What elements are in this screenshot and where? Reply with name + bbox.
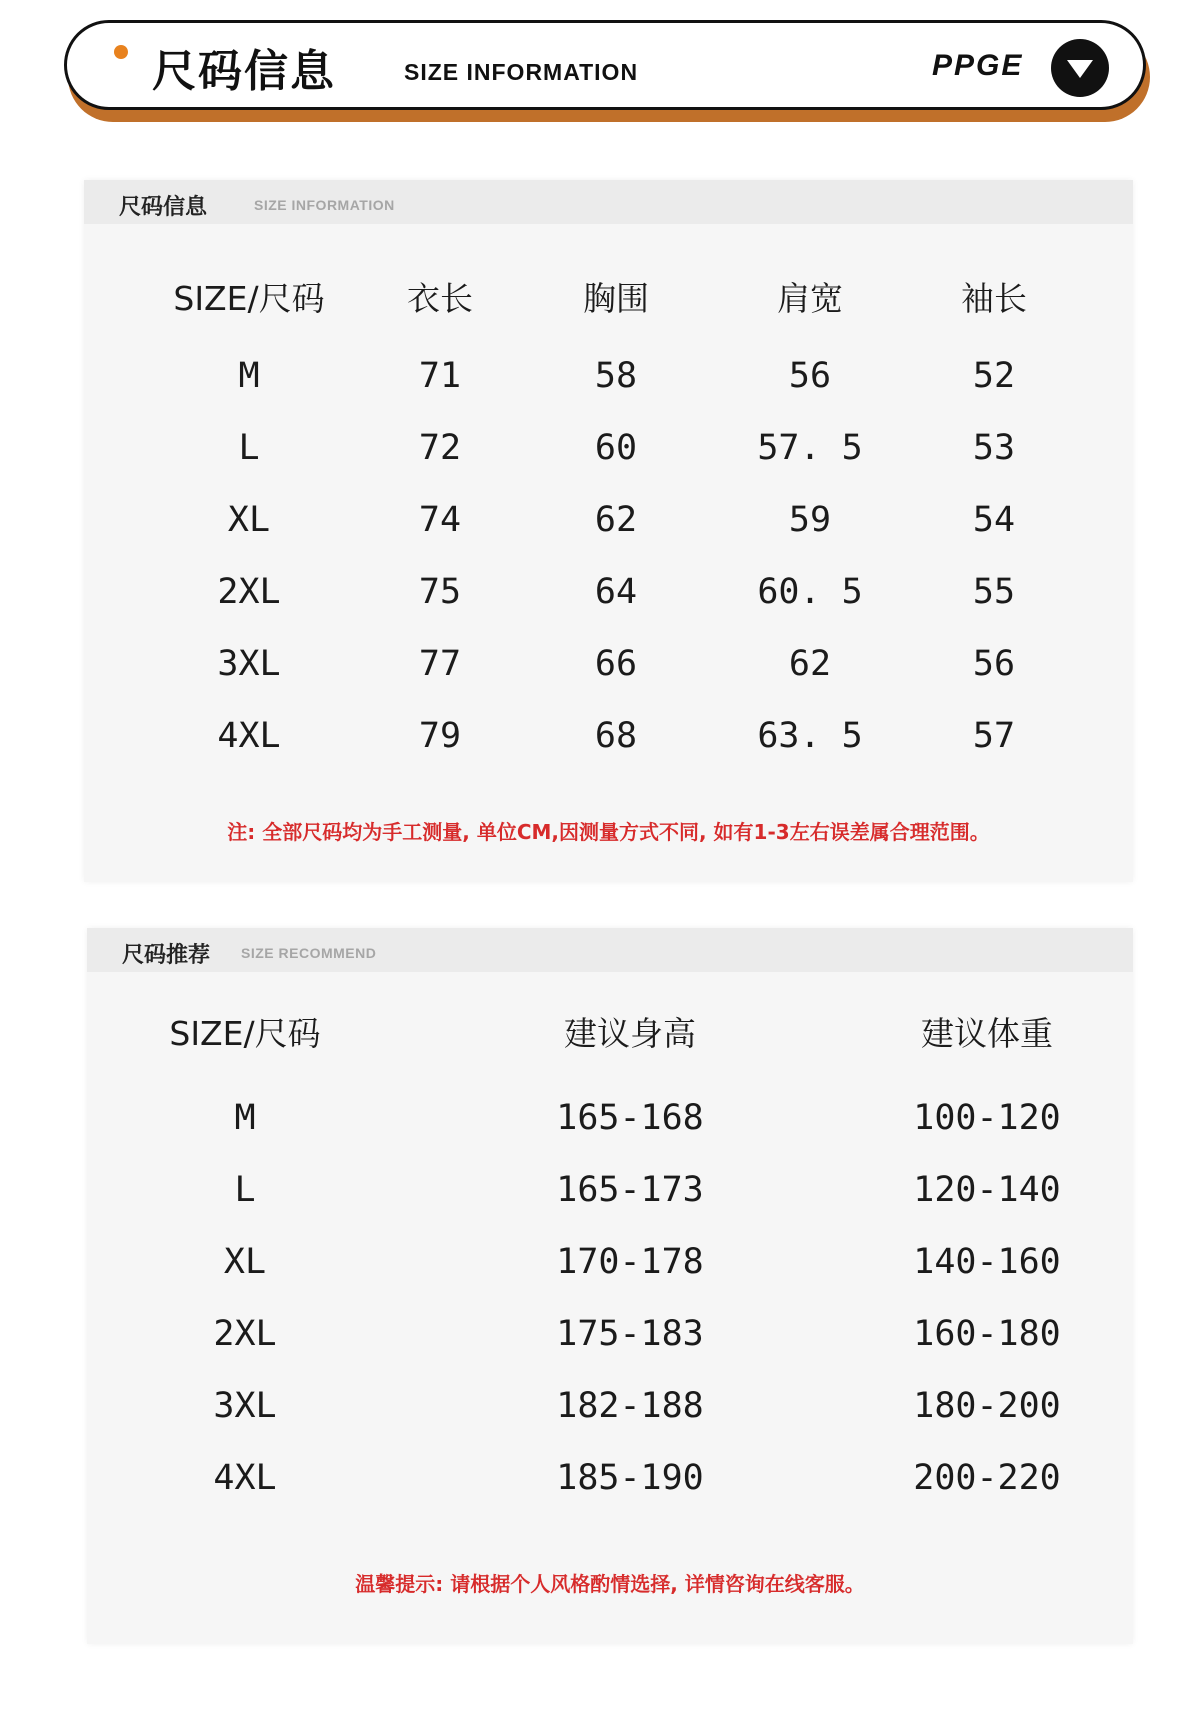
size-info-column-header: 肩宽 [777,279,843,318]
section-subtitle: SIZE INFORMATION [254,197,395,213]
size-info-table-cell: 58 [594,356,638,396]
size-recommend-table-cell: 175-183 [556,1314,704,1354]
size-recommend-table-cell: 4XL [213,1458,277,1498]
size-info-column-header: 袖长 [961,279,1027,318]
size-info-panel [84,180,1133,882]
size-info-table-cell: M [238,356,260,396]
size-recommend-table-cell: L [234,1170,256,1210]
size-info-table-cell: 68 [594,716,638,756]
size-recommend-table-cell: 2XL [213,1314,277,1354]
size-info-table-cell: 74 [418,500,462,540]
size-info-table-cell: 60 [594,428,638,468]
size-recommend-table-cell: 160-180 [913,1314,1061,1354]
size-info-table-cell: 2XL [217,572,281,612]
size-info-table-cell: 72 [418,428,462,468]
size-info-table-cell: 3XL [217,644,281,684]
size-recommend-table-cell: 182-188 [556,1386,704,1426]
size-info-table-cell: 59 [788,500,832,540]
chevron-down-icon[interactable] [1051,39,1109,97]
size-recommend-column-header: 建议身高 [564,1014,696,1053]
size-info-table-cell: 71 [418,356,462,396]
size-recommend-table-cell: 140-160 [913,1242,1061,1282]
size-info-table-cell: 62 [594,500,638,540]
size-info-table-cell: 75 [418,572,462,612]
orange-dot-icon [114,45,128,59]
size-recommend-table-cell: 100-120 [913,1098,1061,1138]
size-info-table-cell: 56 [788,356,832,396]
size-recommend-table-cell: 170-178 [556,1242,704,1282]
size-info-table-cell: 66 [594,644,638,684]
recommend-note: 温馨提示: 请根据个人风格酌情选择, 详情咨询在线客服。 [355,1572,865,1596]
size-recommend-table-cell: 165-168 [556,1098,704,1138]
section-title: 尺码信息 [119,195,208,220]
size-recommend-column-header: 建议体重 [921,1014,1053,1053]
size-info-table-cell: 60. 5 [757,572,863,612]
size-info-table-cell: 63. 5 [757,716,863,756]
brand-logo: PPGE [932,49,1024,82]
size-recommend-table-cell: M [234,1098,256,1138]
size-recommend-panel [87,928,1133,1644]
size-info-table-cell: 56 [972,644,1016,684]
page-subtitle: SIZE INFORMATION [404,59,639,85]
size-info-column-header: 胸围 [583,279,649,318]
size-info-table-cell: 64 [594,572,638,612]
size-info-table-cell: 62 [788,644,832,684]
size-info-table-cell: 4XL [217,716,281,756]
section-subtitle: SIZE RECOMMEND [241,945,377,961]
size-info-table-cell: XL [227,500,271,540]
size-recommend-table [87,928,1133,1644]
size-info-table-cell: 55 [972,572,1016,612]
size-recommend-table-cell: 180-200 [913,1386,1061,1426]
size-info-table-cell: 57. 5 [757,428,863,468]
size-recommend-table-cell: 165-173 [556,1170,704,1210]
size-recommend-table-cell: 120-140 [913,1170,1061,1210]
header-banner [64,20,1146,110]
size-recommend-table-cell: 185-190 [556,1458,704,1498]
size-info-table-cell: 79 [418,716,462,756]
size-info-table-cell: 53 [972,428,1016,468]
size-recommend-table-cell: 3XL [213,1386,277,1426]
size-info-table-cell: 77 [418,644,462,684]
size-info-table [84,180,1133,882]
size-info-table-cell: L [238,428,260,468]
section-title: 尺码推荐 [122,943,211,968]
measurement-note: 注: 全部尺码均为手工测量, 单位CM,因测量方式不同, 如有1-3左右误差属合理范围。 [227,820,990,844]
size-recommend-column-header: SIZE/尺码 [169,1014,321,1053]
size-info-table-cell: 57 [972,716,1016,756]
size-info-column-header: 衣长 [407,279,473,318]
size-info-table-cell: 54 [972,500,1016,540]
size-info-table-cell: 52 [972,356,1016,396]
size-recommend-table-cell: 200-220 [913,1458,1061,1498]
page-title: 尺码信息 [152,46,336,97]
size-info-column-header: SIZE/尺码 [173,279,325,318]
size-recommend-table-cell: XL [223,1242,267,1282]
